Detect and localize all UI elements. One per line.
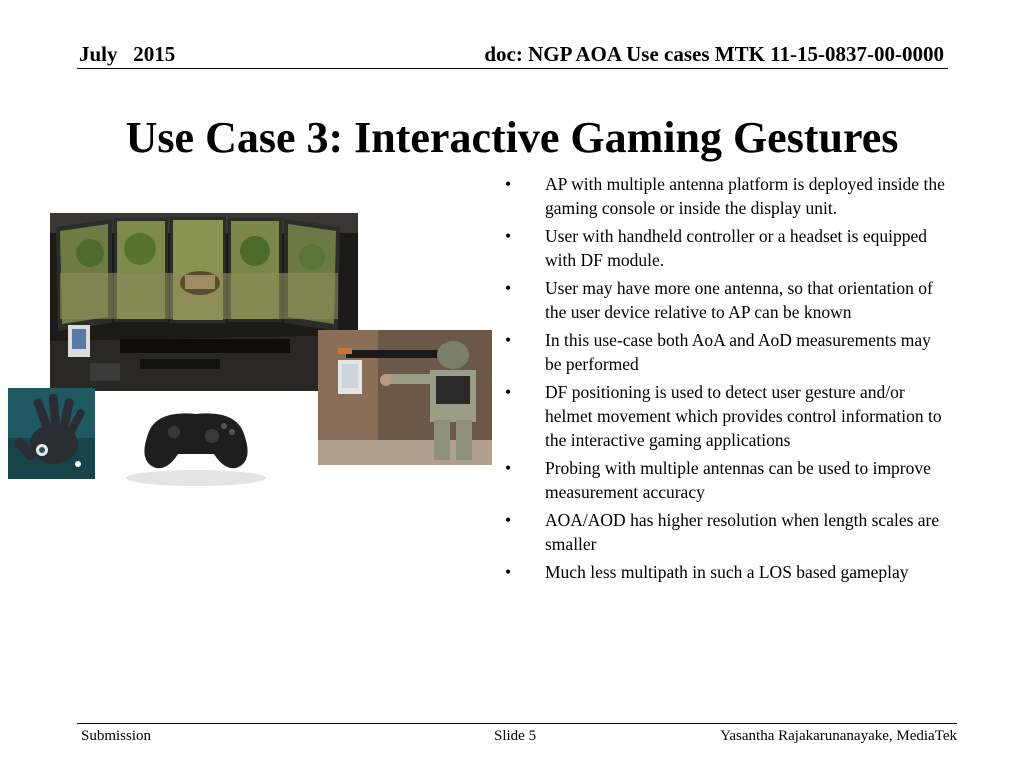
bullet-marker: •: [505, 330, 512, 350]
slide-title: Use Case 3: Interactive Gaming Gestures: [125, 113, 899, 162]
bullet-marker: •: [505, 278, 512, 298]
gamepad-image: [96, 392, 318, 490]
bullet-text: AOA/AOD has higher resolution when length scales are smaller: [545, 510, 940, 554]
bullet-marker: •: [505, 174, 512, 194]
glove-image: [8, 388, 95, 479]
bullet-marker: •: [505, 458, 512, 478]
bullet-text: User with handheld controller or a headset is equipped with DF module.: [545, 226, 927, 270]
bullet-text: Probing with multiple antennas can be used to improve measurement accuracy: [545, 458, 931, 502]
list-item: [505, 380, 945, 452]
bullet-list: [505, 172, 945, 588]
footer-divider: [77, 723, 957, 724]
list-item: [505, 456, 945, 504]
bullet-marker: •: [505, 382, 512, 402]
list-item: [505, 560, 945, 584]
list-item: [505, 276, 945, 324]
bullet-marker: •: [505, 562, 512, 582]
bullet-text: User may have more one antenna, so that orientation of the user device relative to AP can be known: [545, 278, 933, 322]
list-item: [505, 328, 945, 376]
bullet-marker: •: [505, 226, 512, 246]
bullet-text: Much less multipath in such a LOS based gameplay: [545, 562, 909, 582]
header-divider: [77, 68, 948, 69]
monitors-image: [50, 213, 358, 391]
footer-slide-number: Slide 5: [494, 728, 537, 744]
footer-submission: Submission: [81, 728, 152, 744]
bullet-marker: •: [505, 510, 512, 530]
list-item: [505, 508, 945, 556]
bullet-text: DF positioning is used to detect user gesture and/or helmet movement which provides control information to the interactive gaming applications: [545, 382, 942, 450]
bullet-text: AP with multiple antenna platform is deployed inside the gaming console or inside the display unit.: [545, 174, 945, 218]
soldier-image: [318, 330, 492, 465]
footer-author: Yasantha Rajakarunanayake, MediaTek: [720, 728, 957, 744]
list-item: [505, 172, 945, 220]
header-doc-id: doc: NGP AOA Use cases MTK 11-15-0837-00-0000: [484, 42, 944, 66]
header-date: July 2015: [79, 42, 176, 66]
bullet-text: In this use-case both AoA and AoD measurements may be performed: [545, 330, 931, 374]
list-item: [505, 224, 945, 272]
